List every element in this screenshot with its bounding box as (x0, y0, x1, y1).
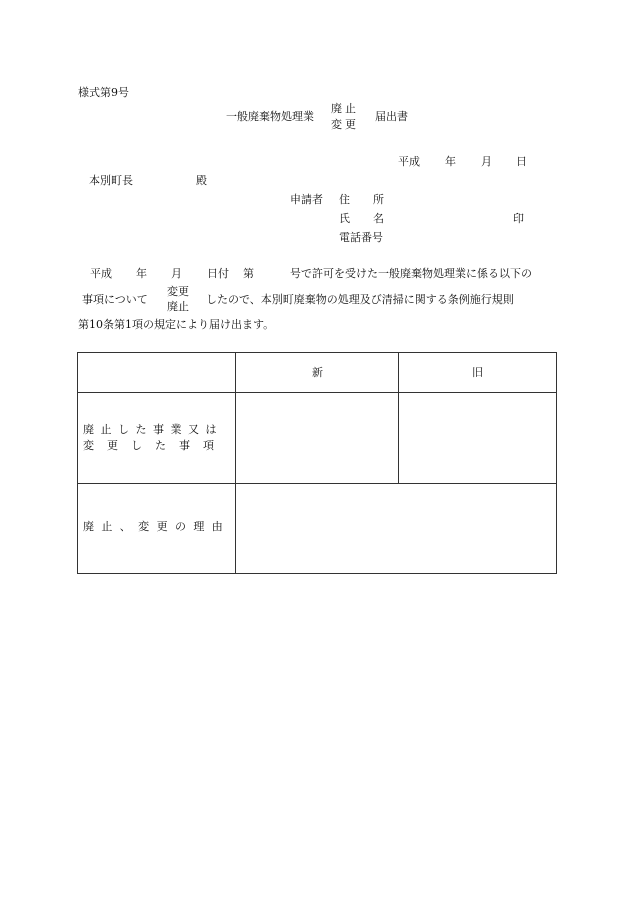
phone-label: 電話番号 (339, 231, 383, 244)
date-month: 月 (481, 155, 492, 168)
honorific: 殿 (196, 174, 207, 187)
date-day: 日 (516, 155, 527, 168)
name-label-char: 名 (373, 212, 384, 225)
row-label-reason (83, 520, 223, 533)
body-line-3: 第10条第1項の規定により届け出ます。 (78, 318, 275, 331)
table-divider (235, 353, 236, 573)
label-char: し (131, 439, 142, 452)
body-line-2: したので、本別町廃棄物の処理及び清掃に関する条例施行規則 (206, 293, 514, 306)
body-line-2-lead: 事項について (82, 293, 148, 306)
body-option-change: 変更 (167, 285, 189, 298)
table-divider (78, 392, 556, 393)
label-char: 、 (119, 520, 131, 533)
label-char: 項 (203, 439, 214, 452)
label-char: 変 (83, 439, 94, 452)
body-number-prefix: 第 (243, 267, 254, 280)
table-divider (398, 353, 399, 392)
date-year: 年 (445, 155, 456, 168)
applicant-label: 申請者 (290, 193, 323, 206)
column-header-new: 新 (312, 366, 323, 379)
notification-table (77, 352, 557, 574)
body-year: 年 (136, 267, 147, 280)
title-suffix: 届出書 (375, 110, 408, 123)
body-date: 日付 (207, 267, 229, 280)
label-char: 理 (193, 520, 205, 533)
label-char: 事 (179, 439, 190, 452)
form-number: 様式第9号 (78, 86, 129, 99)
body-line-1: 号で許可を受けた一般廃棄物処理業に係る以下の (290, 267, 532, 280)
address-label-char: 住 (339, 193, 350, 206)
title-option-change: 変更 (331, 118, 359, 131)
label-char: 廃 (83, 520, 94, 533)
table-divider (78, 483, 556, 484)
seal-mark: 印 (513, 212, 524, 225)
document-title: 一般廃棄物処理業 (226, 110, 314, 123)
addressee: 本別町長 (89, 174, 133, 187)
body-option-abolish: 廃止 (167, 300, 189, 313)
name-label (339, 212, 384, 225)
address-label (339, 193, 384, 206)
row-label-changed-items: 廃止した事業又は (83, 423, 223, 436)
body-era: 平成 (90, 267, 112, 280)
address-label-char: 所 (373, 193, 384, 206)
column-header-old: 旧 (472, 366, 483, 379)
label-char: 更 (107, 439, 118, 452)
label-char: た (155, 439, 166, 452)
name-label-char: 氏 (339, 212, 350, 225)
title-option-abolish: 廃止 (331, 102, 359, 115)
label-char: 由 (211, 520, 223, 533)
label-char: の (174, 520, 186, 533)
label-char: 更 (156, 520, 168, 533)
label-char: 変 (138, 520, 150, 533)
row-label-changed-items-line-2 (83, 439, 214, 452)
body-month: 月 (171, 267, 182, 280)
label-char: 止 (101, 520, 113, 533)
date-era: 平成 (398, 155, 420, 168)
table-divider (398, 392, 399, 483)
